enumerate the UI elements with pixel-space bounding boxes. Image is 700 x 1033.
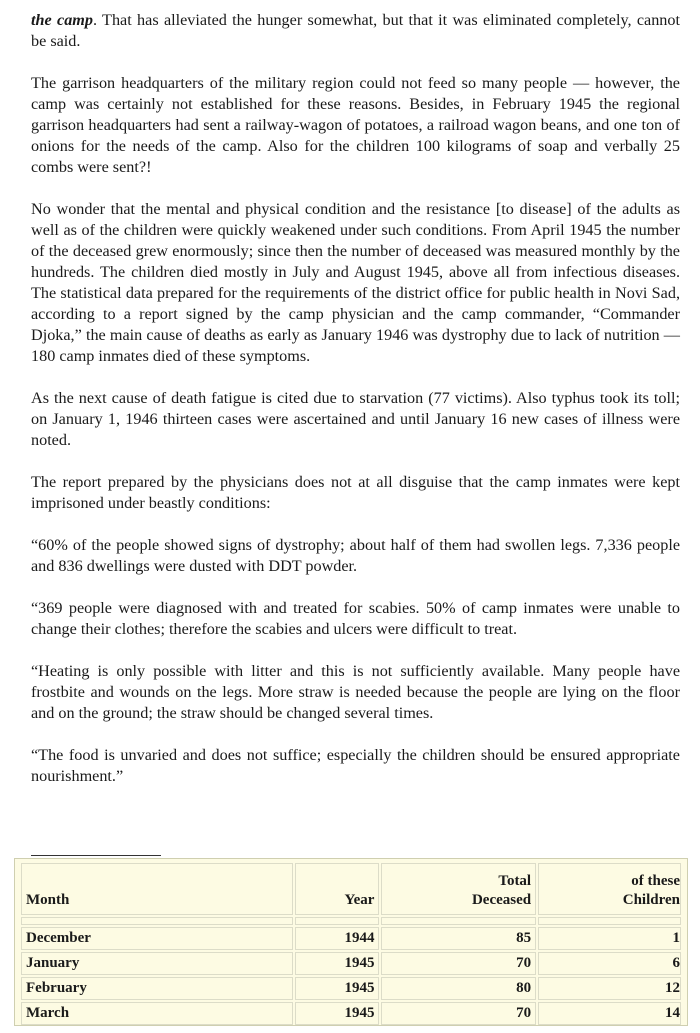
header-total-line2: Deceased	[471, 892, 532, 908]
deaths-table-container	[14, 858, 688, 1026]
cell-year: 1945	[295, 977, 379, 1000]
cell-total: 70	[381, 1002, 536, 1025]
cell-children: 6	[538, 952, 681, 975]
table-row	[21, 952, 681, 975]
table-header-row	[21, 863, 681, 915]
table-row	[21, 927, 681, 950]
cell-total: 70	[381, 952, 536, 975]
table-row	[21, 1002, 681, 1025]
header-total-deceased	[381, 863, 536, 915]
table-row	[21, 977, 681, 1000]
cell-children: 1	[538, 927, 681, 950]
cell-total: 80	[381, 977, 536, 1000]
quote-paragraph: “369 people were diagnosed with and treated for scabies. 50% of camp inmates were unable to change their clothes; therefore the scabies and ulcers were difficult to treat.	[31, 599, 680, 638]
paragraph: As the next cause of death fatigue is cited due to starvation (77 victims). Also typhus took its toll; on January 1, 1946 thirteen cases were ascertained and until January 16 new cases of illness were noted.	[31, 389, 680, 449]
footnote-rule	[31, 855, 161, 856]
quote-paragraph: “Heating is only possible with litter and this is not sufficiently available. Many people have frostbite and wounds on the legs. More straw is needed because the people are lying on the floor and on the ground; the straw should be changed several times.	[31, 662, 680, 722]
header-year: Year	[295, 863, 379, 915]
table-spacer-row	[21, 917, 681, 925]
cell-month: January	[21, 952, 293, 975]
deaths-table	[19, 861, 683, 1027]
header-children	[538, 863, 681, 915]
quote-paragraph: “60% of the people showed signs of dystrophy; about half of them had swollen legs. 7,336 people and 836 dwellings were dusted with DDT powder.	[31, 536, 680, 575]
cell-year: 1944	[295, 927, 379, 950]
paragraph: The garrison headquarters of the military region could not feed so many people — however, the camp was certainly not established for these reasons. Besides, in February 1945 the regional garrison headquarters had sent a railway-wagon of potatoes, a railroad wagon beans, and one ton of onions for the needs of the camp. Also for the children 100 kilograms of soap and verbally 25 combs were sent?!	[31, 74, 680, 176]
header-children-line1: of these	[631, 873, 680, 889]
intro-text: . That has alleviated the hunger somewhat, but that it was eliminated completely, cannot be said.	[31, 11, 680, 50]
header-total-line1: Total	[498, 873, 532, 889]
header-month: Month	[21, 863, 293, 915]
header-children-line2: Children	[622, 892, 680, 908]
cell-year: 1945	[295, 952, 379, 975]
cell-month: March	[21, 1002, 293, 1025]
quote-paragraph: “The food is unvaried and does not suffice; especially the children should be ensured appropriate nourishment.”	[31, 746, 680, 785]
cell-children: 14	[538, 1002, 681, 1025]
paragraph: No wonder that the mental and physical condition and the resistance [to disease] of the adults as well as of the children were quickly weakened under such conditions. From April 1945 the number of the deceased grew enormously; since then the number of deceased was measured monthly by the hundreds. The children died mostly in July and August 1945, above all from infectious diseases. The statistical data prepared for the requirements of the district office for public health in Novi Sad, according to a report signed by the camp physician and the camp commander, “Commander Djoka,” the main cause of deaths as early as January 1946 was dystrophy due to lack of nutrition — 180 camp inmates died of these symptoms.	[31, 200, 680, 365]
cell-month: February	[21, 977, 293, 1000]
cell-year: 1945	[295, 1002, 379, 1025]
intro-emphasis: the camp	[31, 11, 93, 29]
document-body	[31, 10, 680, 787]
intro-paragraph	[31, 10, 680, 52]
cell-month: December	[21, 927, 293, 950]
paragraph: The report prepared by the physicians does not at all disguise that the camp inmates were kept imprisoned under beastly conditions:	[31, 473, 680, 512]
cell-children: 12	[538, 977, 681, 1000]
cell-total: 85	[381, 927, 536, 950]
